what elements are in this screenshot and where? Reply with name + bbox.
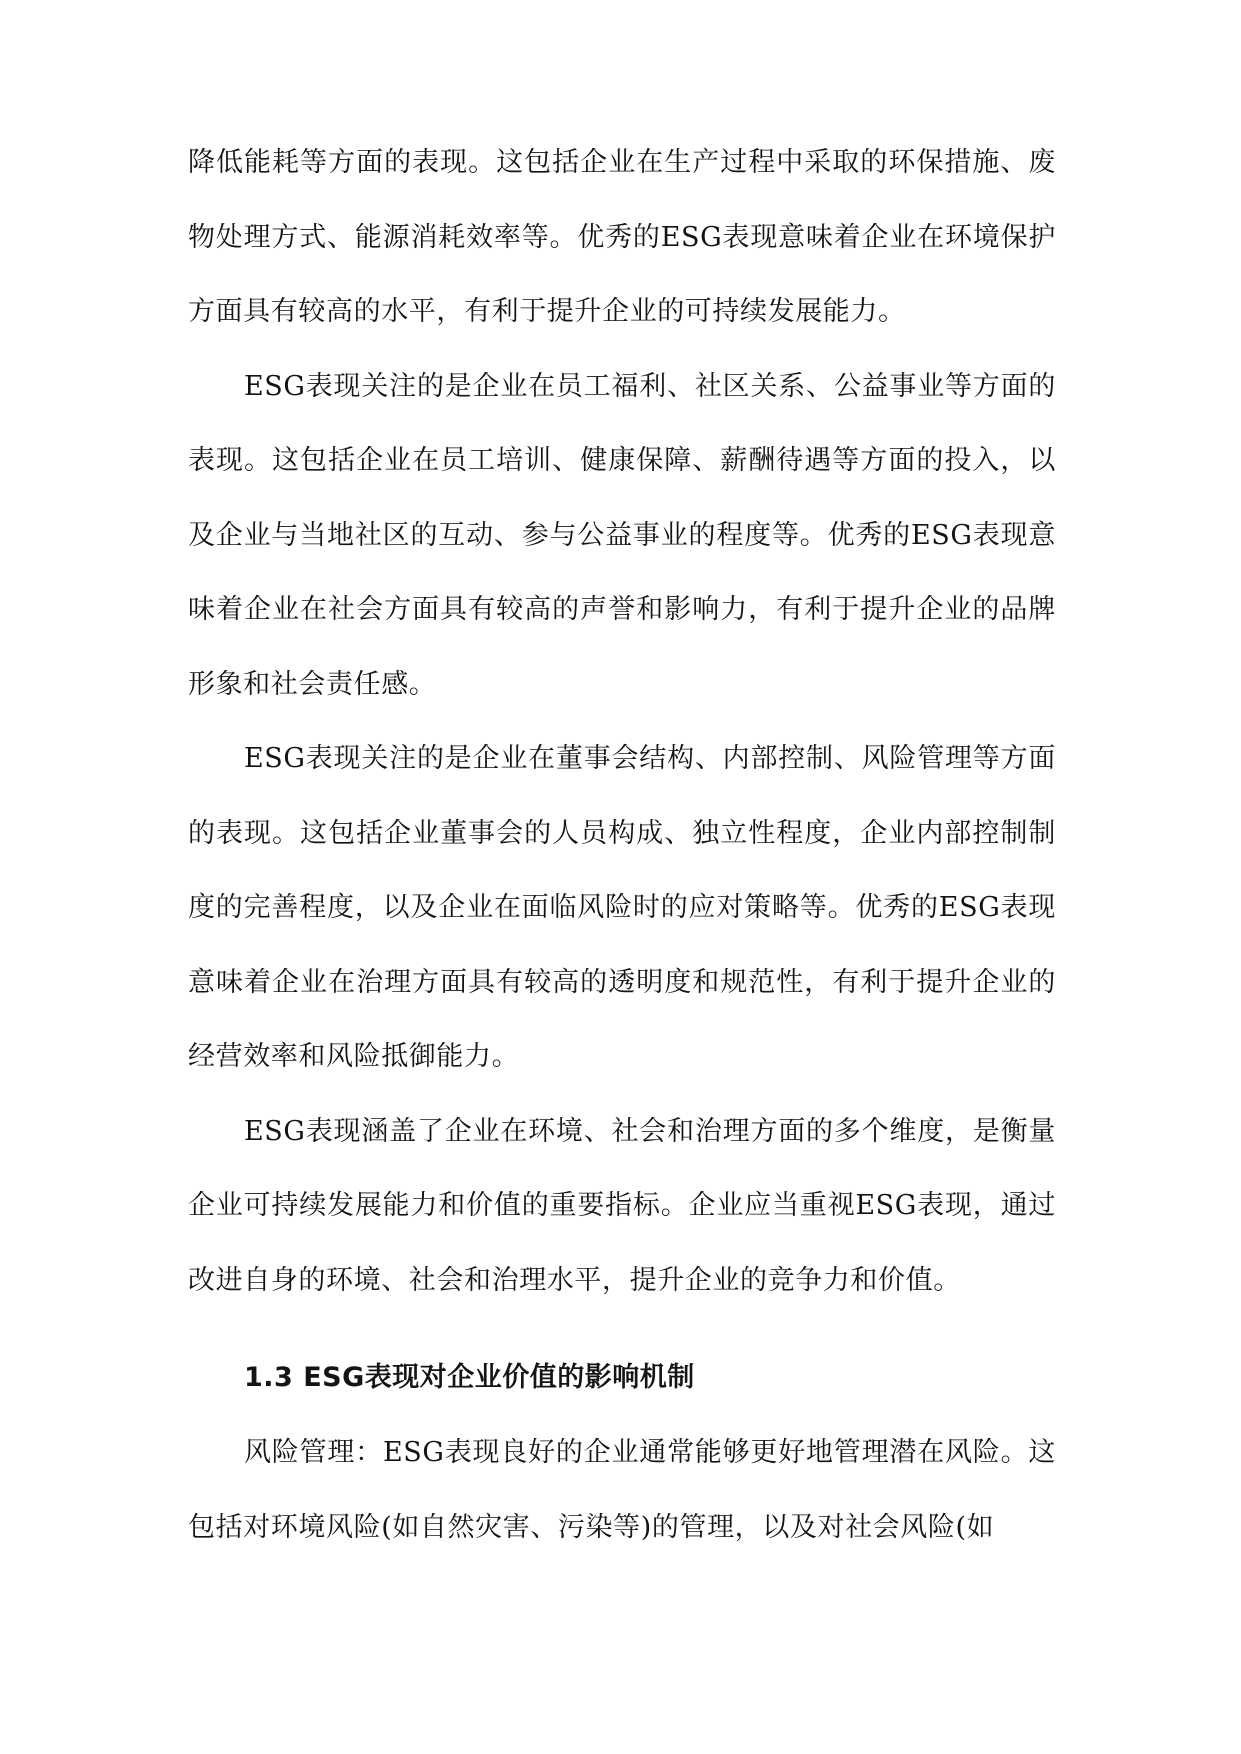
paragraph-risk-management: 风险管理：ESG表现良好的企业通常能够更好地管理潜在风险。这包括对环境风险(如自然灾害、污染等)的管理，以及对社会风险(如: [188, 1437, 1056, 1543]
document-body: [188, 126, 1056, 1565]
paragraph-social: ESG表现关注的是企业在员工福利、社区关系、公益事业等方面的表现。这包括企业在员工培训、健康保障、薪酬待遇等方面的投入，以及企业与当地社区的互动、参与公益事业的程度等。优秀的ESG表现意味着企业在社会方面具有较高的声誉和影响力，有利于提升企业的品牌形象和社会责任感。: [188, 370, 1056, 700]
paragraph-esg-summary: ESG表现涵盖了企业在环境、社会和治理方面的多个维度，是衡量企业可持续发展能力和价值的重要指标。企业应当重视ESG表现，通过改进自身的环境、社会和治理水平，提升企业的竞争力和价值。: [188, 1115, 1056, 1296]
paragraph-environment-continued: 降低能耗等方面的表现。这包括企业在生产过程中采取的环保措施、废物处理方式、能源消耗效率等。优秀的ESG表现意味着企业在环境保护方面具有较高的水平，有利于提升企业的可持续发展能力。: [188, 147, 1056, 327]
paragraph-governance: ESG表现关注的是企业在董事会结构、内部控制、风险管理等方面的表现。这包括企业董事会的人员构成、独立性程度，企业内部控制制度的完善程度，以及企业在面临风险时的应对策略等。优秀的ESG表现意味着企业在治理方面具有较高的透明度和规范性，有利于提升企业的经营效率和风险抵御能力。: [188, 743, 1056, 1072]
section-heading: 1.3 ESG表现对企业价值的影响机制: [244, 1362, 695, 1393]
